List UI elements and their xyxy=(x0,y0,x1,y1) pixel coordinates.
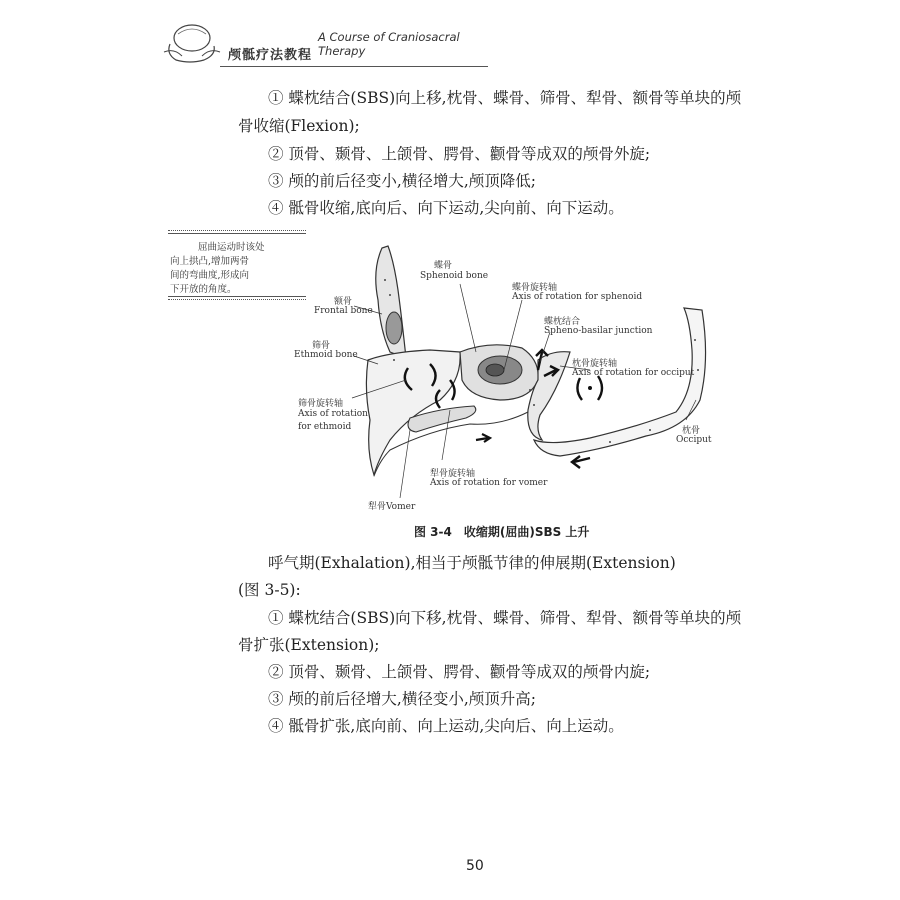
label-ethmoid-cn: 筛骨 xyxy=(312,341,331,351)
occiput-down-arrow-icon xyxy=(572,456,590,468)
side-note xyxy=(168,230,306,300)
label-axis-occiput-cn: 枕骨旋转轴 xyxy=(572,359,618,369)
label-vomer: 犁骨Vomer xyxy=(368,502,416,512)
label-sbs-en: Spheno-basilar junction xyxy=(544,326,653,336)
label-frontal-cn: 额骨 xyxy=(334,297,353,307)
paragraph-line: ② 顶骨、颞骨、上颌骨、腭骨、颧骨等成双的颅骨外旋; xyxy=(268,145,651,163)
paragraph-line: 呼气期(Exhalation),相当于颅骶节律的伸展期(Extension) xyxy=(268,554,676,572)
paragraph-line: 骨收缩(Flexion); xyxy=(238,117,360,135)
figure-caption: 图 3-4 收缩期(屈曲)SBS 上升 xyxy=(414,525,590,539)
hands-head-logo-icon xyxy=(160,22,224,66)
label-axis-sphenoid-en: Axis of rotation for sphenoid xyxy=(512,292,643,302)
side-note-rule xyxy=(168,233,306,234)
label-axis-sphenoid-cn: 蝶骨旋转轴 xyxy=(512,283,558,293)
base-arrow-icon xyxy=(476,434,490,442)
paragraph-line: ② 顶骨、颞骨、上颌骨、腭骨、颧骨等成双的颅骨内旋; xyxy=(268,663,651,681)
paragraph-line: ④ 骶骨收缩,底向后、向下运动,尖向前、向下运动。 xyxy=(268,199,624,217)
label-frontal-en: Frontal bone xyxy=(314,306,373,316)
page-number: 50 xyxy=(466,858,484,874)
paragraph-line: 骨扩张(Extension); xyxy=(238,636,380,654)
skull-flexion-figure xyxy=(290,240,720,512)
paragraph-line: (图 3-5): xyxy=(238,581,301,599)
label-occiput-cn: 枕骨 xyxy=(682,426,701,436)
paragraph-line: ① 蝶枕结合(SBS)向上移,枕骨、蝶骨、筛骨、犁骨、额骨等单块的颅 xyxy=(268,89,742,107)
label-axis-vomer-en: Axis of rotation for vomer xyxy=(430,478,548,488)
side-note-line: 屈曲运动时该处 xyxy=(198,242,265,253)
side-note-line: 下开放的角度。 xyxy=(170,284,237,295)
running-header xyxy=(160,22,490,66)
label-occiput-en: Occiput xyxy=(676,435,712,445)
label-axis-vomer-cn: 犁骨旋转轴 xyxy=(430,469,476,479)
frontal-sinus-shape xyxy=(386,312,402,344)
paragraph-line: ① 蝶枕结合(SBS)向下移,枕骨、蝶骨、筛骨、犁骨、额骨等单块的颅 xyxy=(268,609,742,627)
side-note-line: 间的弯曲度,形成向 xyxy=(170,270,250,281)
label-axis-ethmoid-en2: for ethmoid xyxy=(298,422,352,432)
paragraph-line: ③ 颅的前后径增大,横径变小,颅顶升高; xyxy=(268,690,537,708)
header-rule xyxy=(220,66,488,67)
label-ethmoid-en: Ethmoid bone xyxy=(294,350,358,360)
side-note-rule xyxy=(168,230,306,231)
label-sphenoid-cn: 蝶骨 xyxy=(434,261,453,271)
label-axis-occiput-en: Axis of rotation for occiput xyxy=(572,368,695,378)
paragraph-line: ④ 骶骨扩张,底向前、向上运动,尖向后、向上运动。 xyxy=(268,717,624,735)
label-axis-ethmoid-cn: 筛骨旋转轴 xyxy=(298,399,344,409)
header-title-en: A Course of Craniosacral Therapy xyxy=(318,30,460,58)
header-title-cn: 颅骶疗法教程 xyxy=(228,48,313,63)
label-axis-ethmoid-en1: Axis of rotation xyxy=(298,409,368,419)
side-note-rule xyxy=(168,296,306,297)
label-sbs-cn: 蝶枕结合 xyxy=(544,317,581,327)
side-note-rule xyxy=(168,299,306,300)
side-note-line: 向上拱凸,增加两骨 xyxy=(170,256,250,267)
label-sphenoid-en: Sphenoid bone xyxy=(420,271,489,281)
paragraph-line: ③ 颅的前后径变小,横径增大,颅顶降低; xyxy=(268,172,537,190)
